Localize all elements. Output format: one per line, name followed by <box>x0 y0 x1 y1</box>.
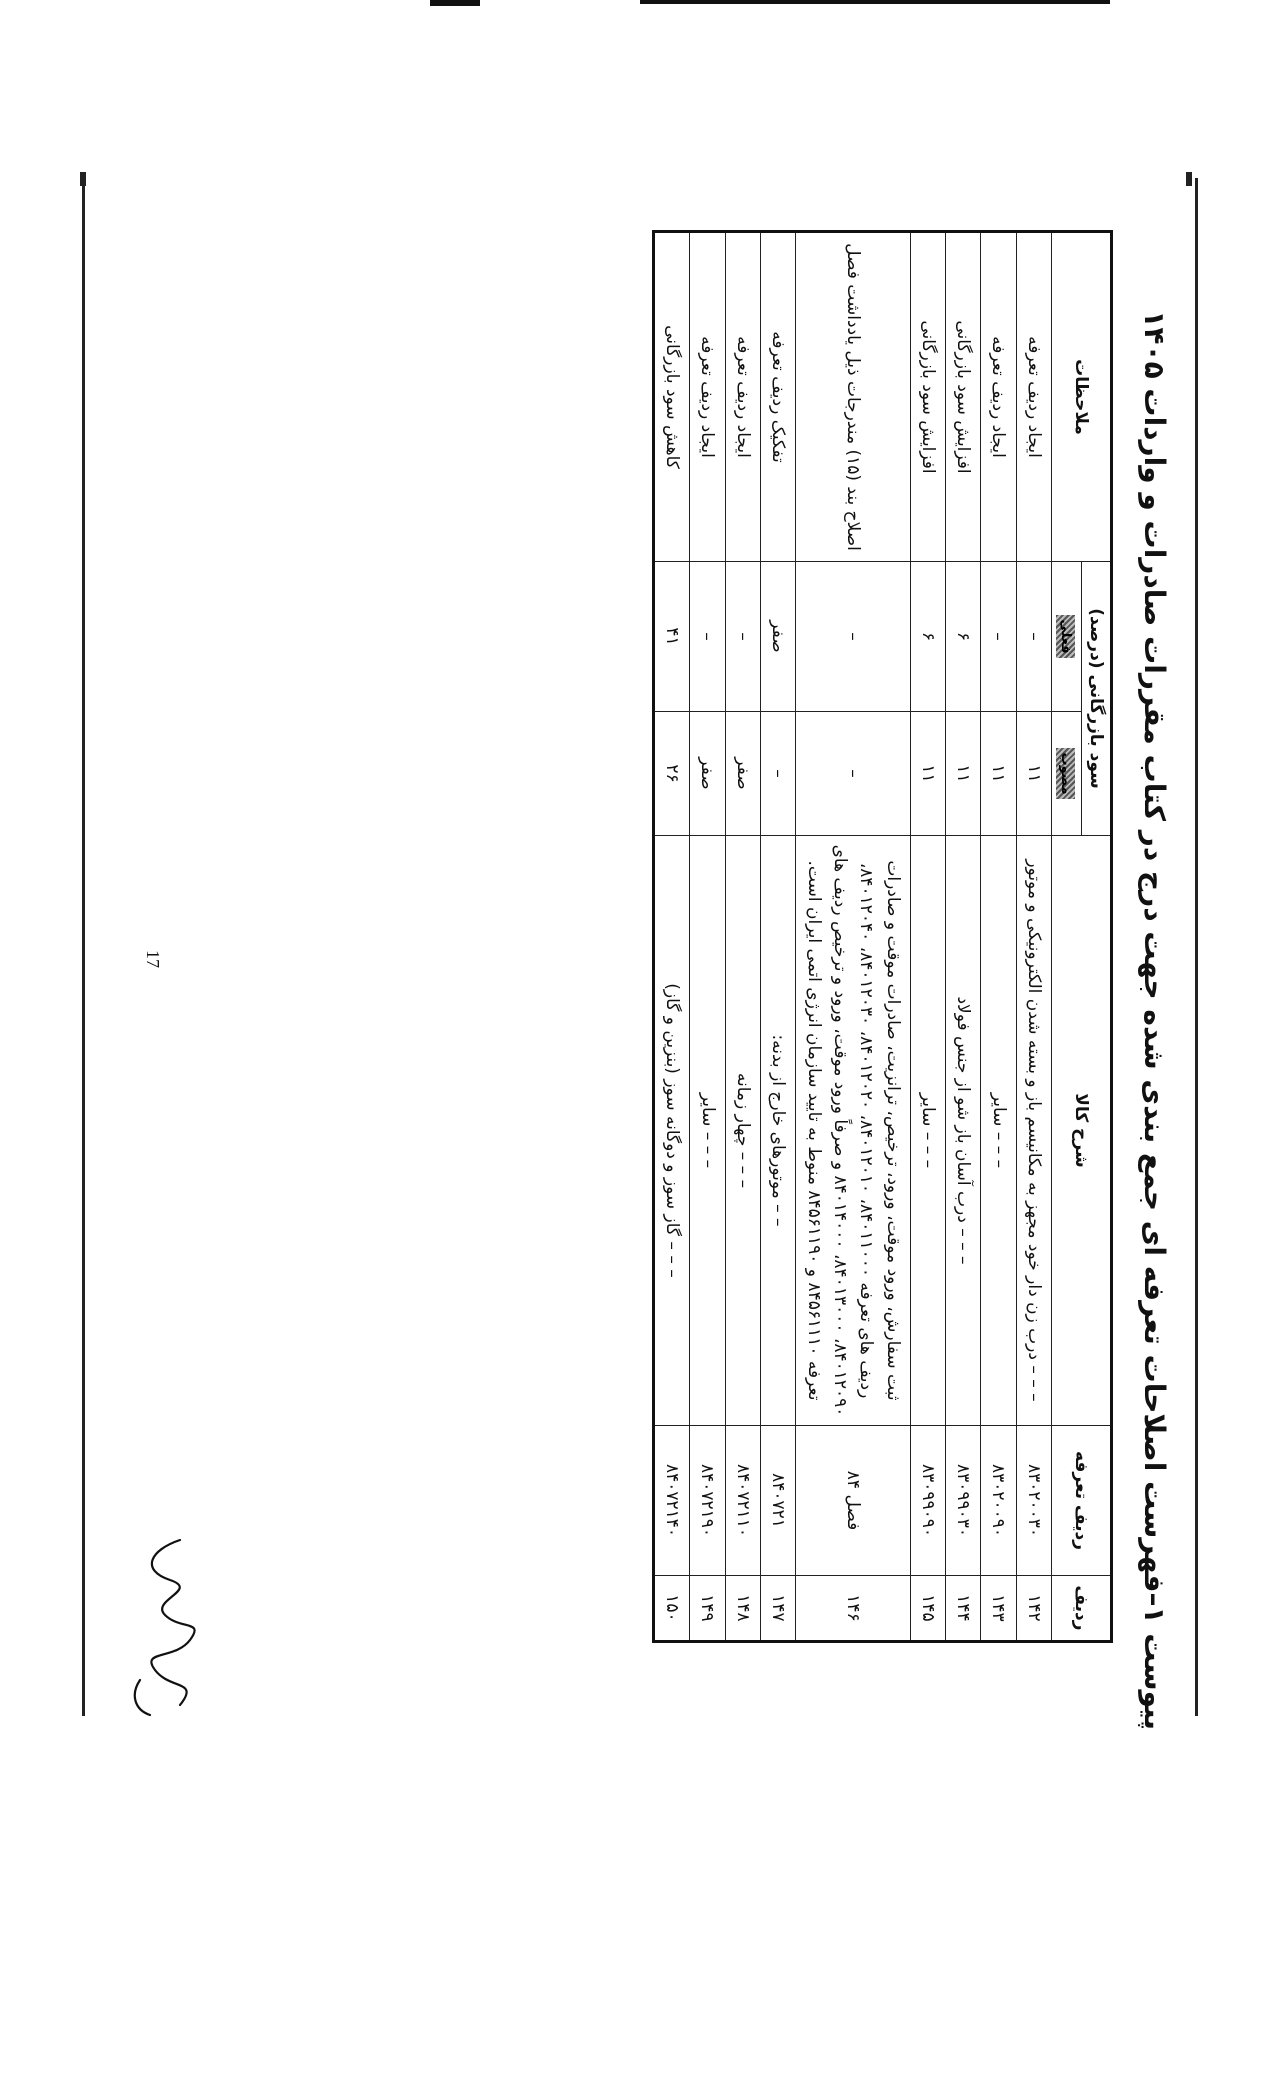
table-row <box>796 232 910 1642</box>
cell-duty-current: – <box>981 562 1016 712</box>
cell-duty-current: – <box>725 562 760 712</box>
cell-duty-current: ۴۱ <box>653 562 689 712</box>
cell-description: – – – سایر <box>690 836 725 1426</box>
cell-duty-proposed: صفر <box>725 712 760 836</box>
table-row <box>690 232 725 1642</box>
header-notes: ملاحظات <box>1052 232 1112 562</box>
cell-duty-proposed: ۱۱ <box>945 712 980 836</box>
cell-row-number: ۱۴۲ <box>1016 1576 1051 1642</box>
cell-tariff-code: ۸۴۰۷۲۱۴۰ <box>653 1426 689 1576</box>
cell-notes: کاهش سود بازرگانی <box>653 232 689 562</box>
cell-row-number: ۱۴۵ <box>910 1576 945 1642</box>
cell-duty-proposed: – <box>760 712 795 836</box>
cell-notes: اصلاح بند (۱۵) مندرجات ذیل یادداشت فصل <box>796 232 910 562</box>
cell-row-number: ۱۴۷ <box>760 1576 795 1642</box>
cell-description: – – – گاز سوز و دوگانه سوز (بنزین و گاز) <box>653 836 689 1426</box>
cell-description: – – موتورهای خارج از بدنه: <box>760 836 795 1426</box>
table-row <box>653 232 689 1642</box>
cell-row-number: ۱۴۶ <box>796 1576 910 1642</box>
cell-row-number: ۱۴۹ <box>690 1576 725 1642</box>
cell-tariff-code: ۸۳۰۹۹۰۹۰ <box>910 1426 945 1576</box>
cell-duty-current: – <box>1016 562 1051 712</box>
header-description: شرح کالا <box>1052 836 1112 1426</box>
cell-duty-proposed: ۱۱ <box>1016 712 1051 836</box>
header-duty-current: فعلی <box>1052 562 1082 712</box>
cell-tariff-code: ۸۳۰۲۰۰۳۰ <box>1016 1426 1051 1576</box>
tariff-table <box>652 230 1113 1643</box>
table-row <box>981 232 1016 1642</box>
cell-tariff-code: ۸۴۰۷۲۱۹۰ <box>690 1426 725 1576</box>
cell-notes: افزایش سود بازرگانی <box>910 232 945 562</box>
cell-notes: ایجاد ردیف تعرفه <box>725 232 760 562</box>
header-duty-proposed: مصوب <box>1052 712 1082 836</box>
page-number: 17 <box>143 950 163 968</box>
cell-duty-current: ۶ <box>945 562 980 712</box>
cell-description: – – – سایر <box>981 836 1016 1426</box>
table-row <box>725 232 760 1642</box>
cell-duty-current: ۶ <box>910 562 945 712</box>
cell-notes: ایجاد ردیف تعرفه <box>981 232 1016 562</box>
cell-description: ثبت سفارش، ورود موقت، ورود، ترخیص، ترانزیت، صادرات موقت و صادرات ردیف های تعرفه ۸۴۰۱۱۰۰۰، ۸۴۰۱۲۰۱۰، ۸۴۰۱۲۰۲۰، ۸۴۰۱۲۰۳۰، ۸۴۰۱۲۰۴۰، ۸۴۰۱۲۰۹۰، ۸۴۰۱۳۰۰۰، ۸۴۰۱۴۰۰۰ و صرفاً ورود موقت، ورود و ترخیص ردیف های تعرفه ۸۴۵۶۱۱۱۰ و ۸۴۵۶۱۱۹۰ منوط به تایید سازمان انرژی اتمی ایران است. <box>796 836 910 1426</box>
cell-notes: ایجاد ردیف تعرفه <box>690 232 725 562</box>
cell-duty-proposed: ۲۶ <box>653 712 689 836</box>
top-crop-mark <box>640 0 1110 4</box>
cell-duty-proposed: ۱۱ <box>910 712 945 836</box>
table-header-row <box>1082 232 1112 1642</box>
cell-row-number: ۱۴۸ <box>725 1576 760 1642</box>
cell-tariff-code: ۸۳۰۲۰۰۹۰ <box>981 1426 1016 1576</box>
cell-tariff-code: ۸۳۰۹۹۰۳۰ <box>945 1426 980 1576</box>
cell-duty-current: – <box>796 562 910 712</box>
document-title: پیوست ۱–فهرست اصلاحات تعرفه ای جمع بندی شده جهت درج در کتاب مقررات صادرات و واردات ۱۴۰۵ <box>1138 310 1171 1730</box>
cell-notes: ایجاد ردیف تعرفه <box>1016 232 1051 562</box>
cell-description: – – – درب آسان باز شو از جنس فولاد <box>945 836 980 1426</box>
header-row-number: ردیف <box>1052 1576 1112 1642</box>
cell-tariff-code: ۸۴۰۷۲۱۱۰ <box>725 1426 760 1576</box>
cell-duty-proposed: – <box>796 712 910 836</box>
handwritten-signature <box>110 1530 240 1720</box>
cell-tariff-code: فصل ۸۴ <box>796 1426 910 1576</box>
rotated-document <box>55 170 1195 1730</box>
cell-description: – – – سایر <box>910 836 945 1426</box>
cell-row-number: ۱۵۰ <box>653 1576 689 1642</box>
cell-notes: افزایش سود بازرگانی <box>945 232 980 562</box>
header-tariff-code: ردیف تعرفه <box>1052 1426 1112 1576</box>
cell-duty-current: صفر <box>760 562 795 712</box>
table-row <box>945 232 980 1642</box>
header-duty-group: سود بازرگانی (درصد) <box>1082 562 1112 836</box>
cell-row-number: ۱۴۴ <box>945 1576 980 1642</box>
cell-duty-current: – <box>690 562 725 712</box>
cell-description: – – – چهار زمانه <box>725 836 760 1426</box>
table-row <box>760 232 795 1642</box>
cell-duty-proposed: ۱۱ <box>981 712 1016 836</box>
table-row <box>1016 232 1051 1642</box>
table-row <box>910 232 945 1642</box>
top-crop-mark <box>430 0 480 6</box>
cell-tariff-code: ۸۴۰۷۲۱ <box>760 1426 795 1576</box>
cell-row-number: ۱۴۳ <box>981 1576 1016 1642</box>
cell-notes: تفکیک ردیف تعرفه <box>760 232 795 562</box>
cell-duty-proposed: صفر <box>690 712 725 836</box>
cell-description: – – – درب زن دار خود مجهز به مکانیسم باز و بسته شدن الکترونیکی و موتور <box>1016 836 1051 1426</box>
